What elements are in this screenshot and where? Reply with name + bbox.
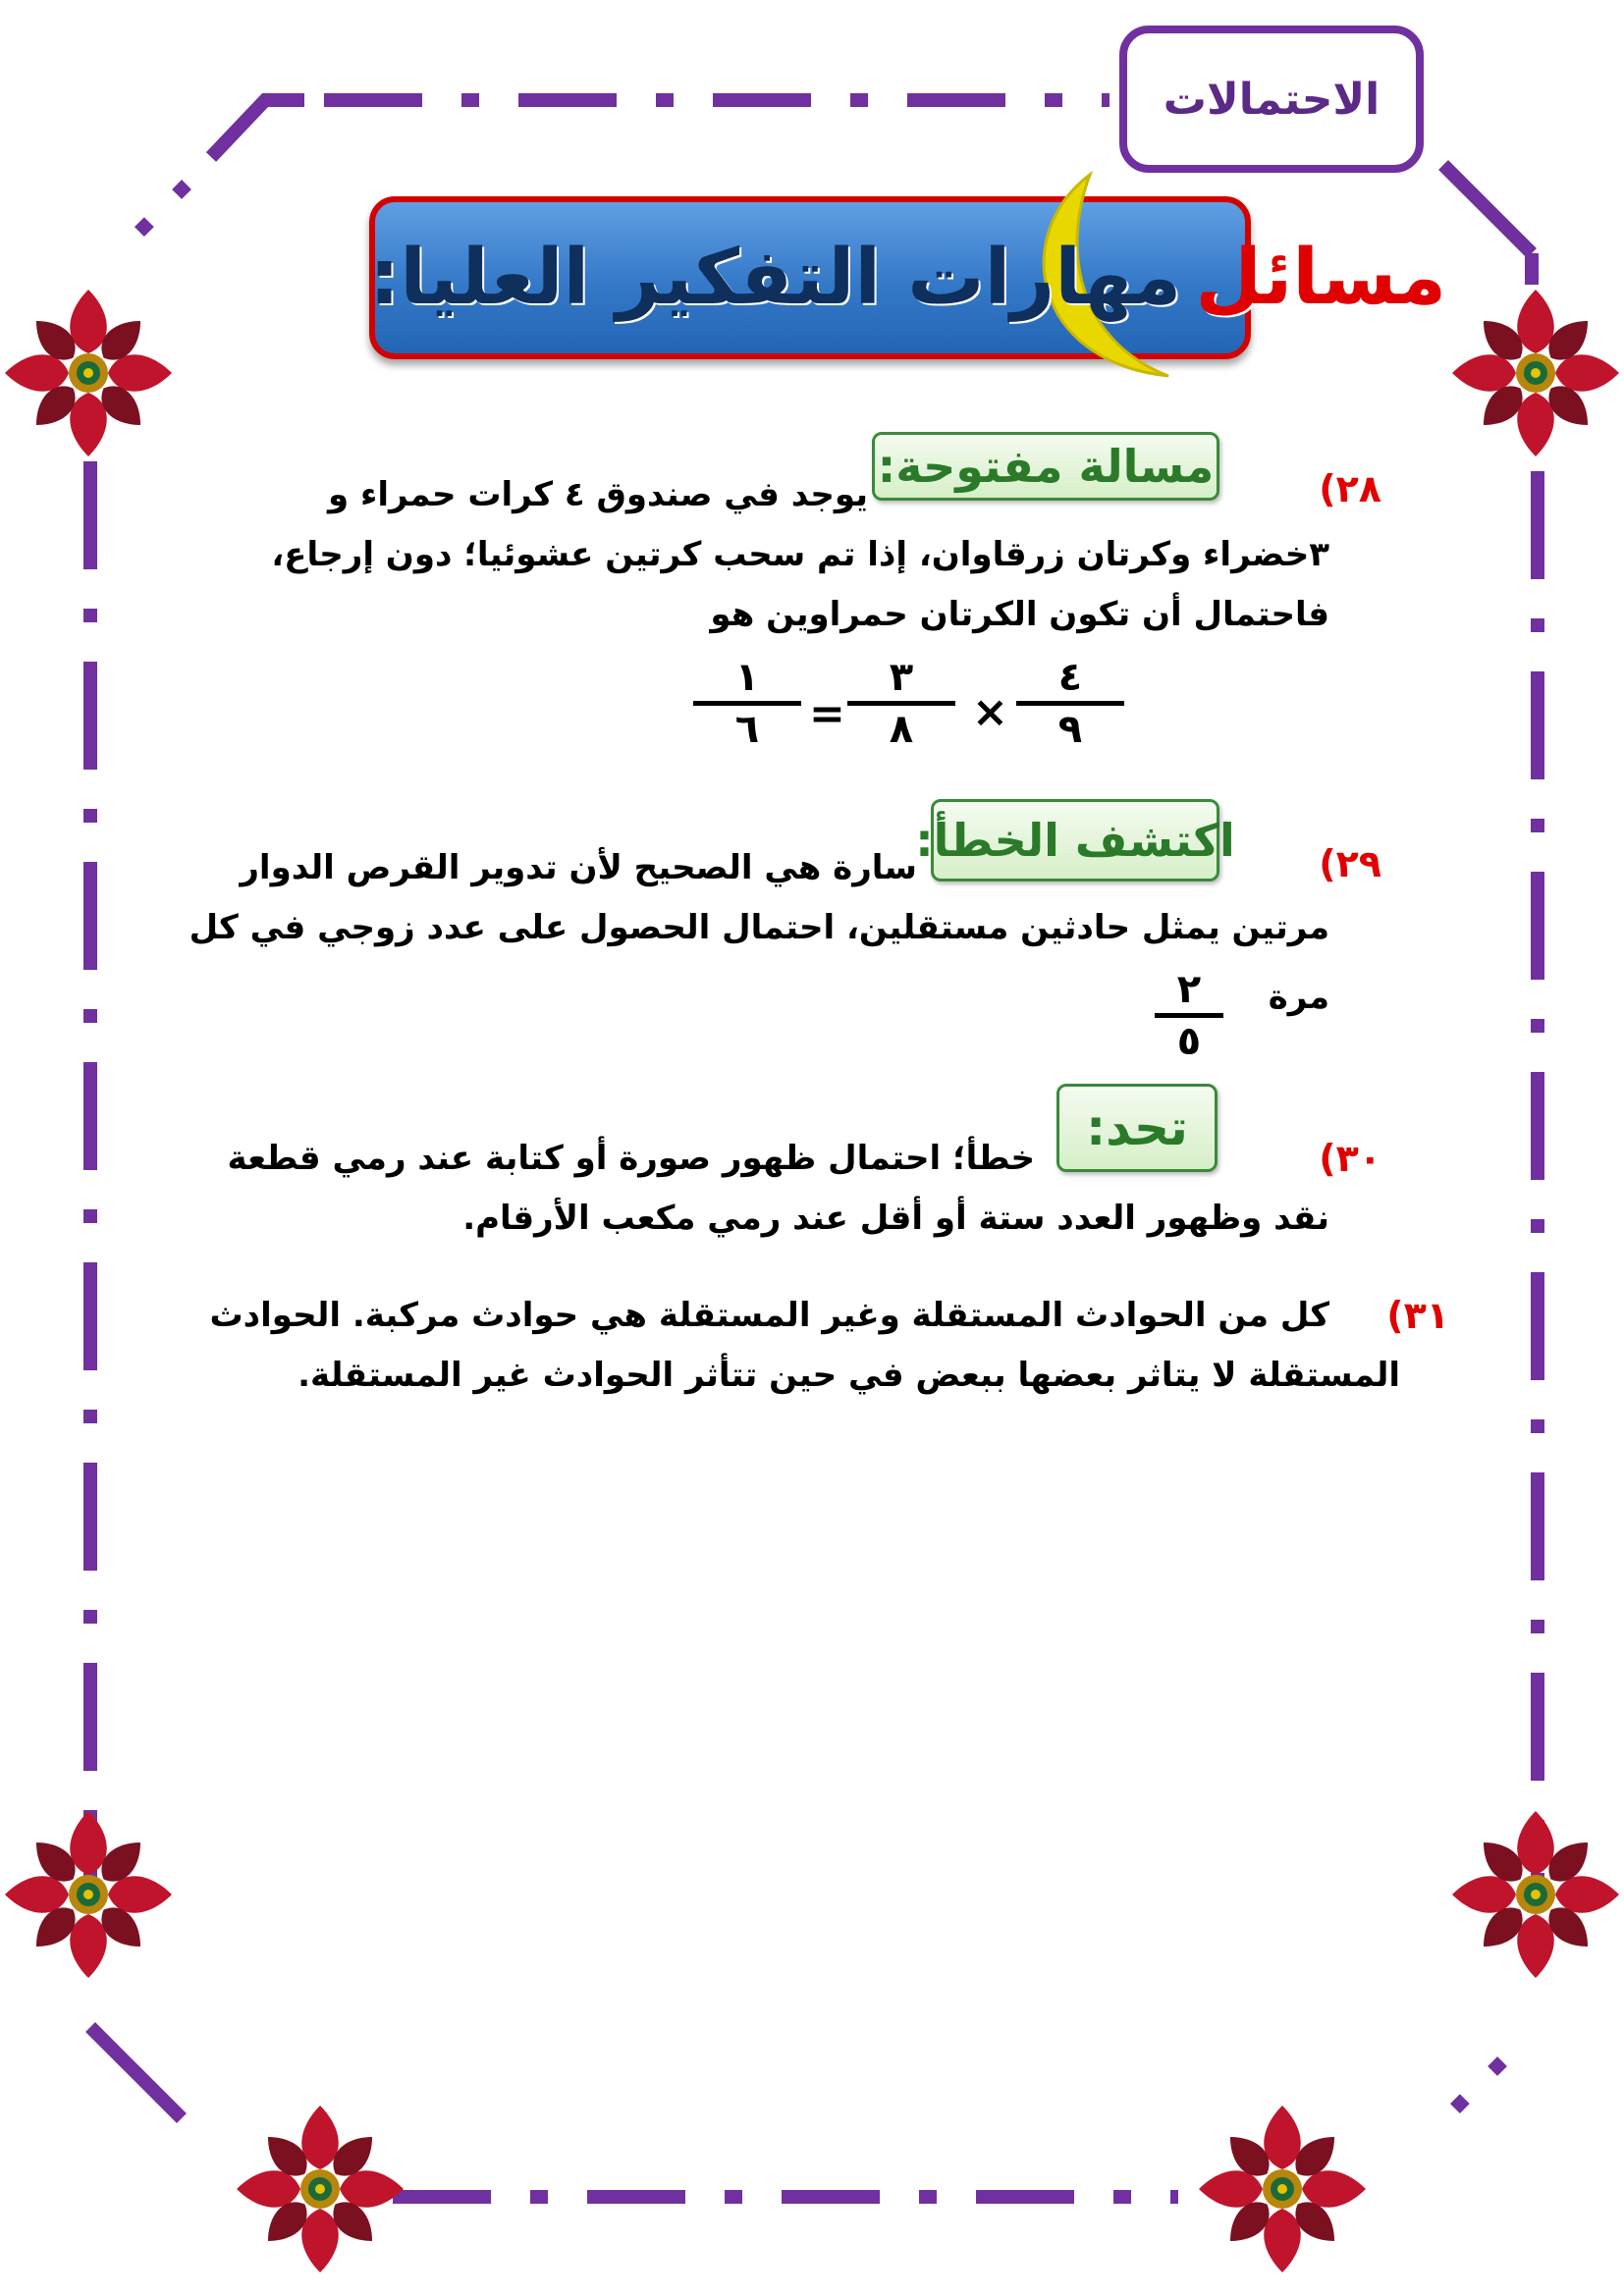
- fraction-denominator: ٥: [1176, 1019, 1202, 1064]
- fraction-bar: [847, 701, 955, 706]
- problem-31-line-1: كل من الحوادث المستقلة وغير المستقلة هي حوادث مركبة. الحوادث: [209, 1296, 1329, 1335]
- problem-28-line-3: فاحتمال أن تكون الكرتان حمراوين هو: [710, 595, 1329, 634]
- fraction-denominator: ٨: [889, 707, 914, 752]
- fraction-bar: [693, 701, 801, 706]
- topic-label: الاحتمالات: [1163, 74, 1380, 125]
- flower-ornament-icon: [232, 2101, 408, 2277]
- fraction-numerator: ٤: [1057, 655, 1083, 700]
- problem-30-line-1: خطأ؛ احتمال ظهور صورة أو كتابة عند رمي قطعة: [227, 1139, 1035, 1178]
- problem-29-line-2: مرتين يمثل حادثين مستقلين، احتمال الحصول على عدد زوجي في كل: [189, 908, 1329, 947]
- problem-30-number: ٣٠): [1319, 1137, 1381, 1180]
- banner-word-red: مسائل: [1195, 234, 1447, 322]
- fraction-bar: [1155, 1013, 1223, 1018]
- problem-29-line-1: سارة هي الصحيح لأن تدوير القرص الدوار: [240, 848, 917, 887]
- fraction-numerator: ٢: [1176, 967, 1202, 1012]
- flower-ornament-icon: [0, 1806, 177, 1983]
- problem-31-line-2: المستقلة لا يتاثر بعضها ببعض في حين تتأثر الحوادث غير المستقلة.: [298, 1356, 1400, 1395]
- fraction-bar: [1016, 701, 1124, 706]
- problem-28-tag: مسالة مفتوحة:: [872, 432, 1219, 501]
- banner-word-blue: مهارات التفكير العليا:: [369, 234, 1182, 322]
- fraction-denominator: ٦: [734, 707, 760, 752]
- problem-30-line-2: نقد وظهور العدد ستة أو أقل عند رمي مكعب الأرقام.: [462, 1199, 1329, 1238]
- problem-28-number: ٢٨): [1319, 467, 1381, 510]
- flower-ornament-icon: [1194, 2101, 1371, 2277]
- fraction-numerator: ٣: [889, 655, 914, 700]
- problem-28-line-2: ٣خضراء وكرتان زرقاوان، إذا تم سحب كرتين عشوئيا؛ دون إرجاع،: [271, 535, 1329, 574]
- problem-30-tag: تحد:: [1056, 1084, 1218, 1172]
- problem-28-line-1: يوجد في صندوق ٤ كرات حمراء و: [328, 475, 868, 514]
- problem-29-line-3: مرة: [1268, 978, 1329, 1017]
- flower-ornament-icon: [1447, 285, 1624, 461]
- fraction-numerator: ١: [734, 655, 760, 700]
- fraction-3-8: [847, 656, 955, 751]
- flower-ornament-icon: [0, 285, 177, 461]
- fraction-4-9: [1016, 656, 1124, 751]
- problem-29-tag: اكتشف الخطأ:: [931, 799, 1219, 881]
- flower-ornament-icon: [1447, 1806, 1624, 1983]
- fraction-1-6: [693, 656, 801, 751]
- fraction-2-5: [1155, 968, 1223, 1063]
- equals-operator: =: [809, 689, 845, 739]
- section-banner-title: [369, 196, 1447, 359]
- fraction-denominator: ٩: [1057, 707, 1083, 752]
- problem-31-number: ٣١): [1386, 1294, 1449, 1337]
- problem-29-number: ٢٩): [1319, 842, 1381, 885]
- topic-label-box: [1119, 26, 1424, 173]
- times-operator: ×: [972, 687, 1008, 737]
